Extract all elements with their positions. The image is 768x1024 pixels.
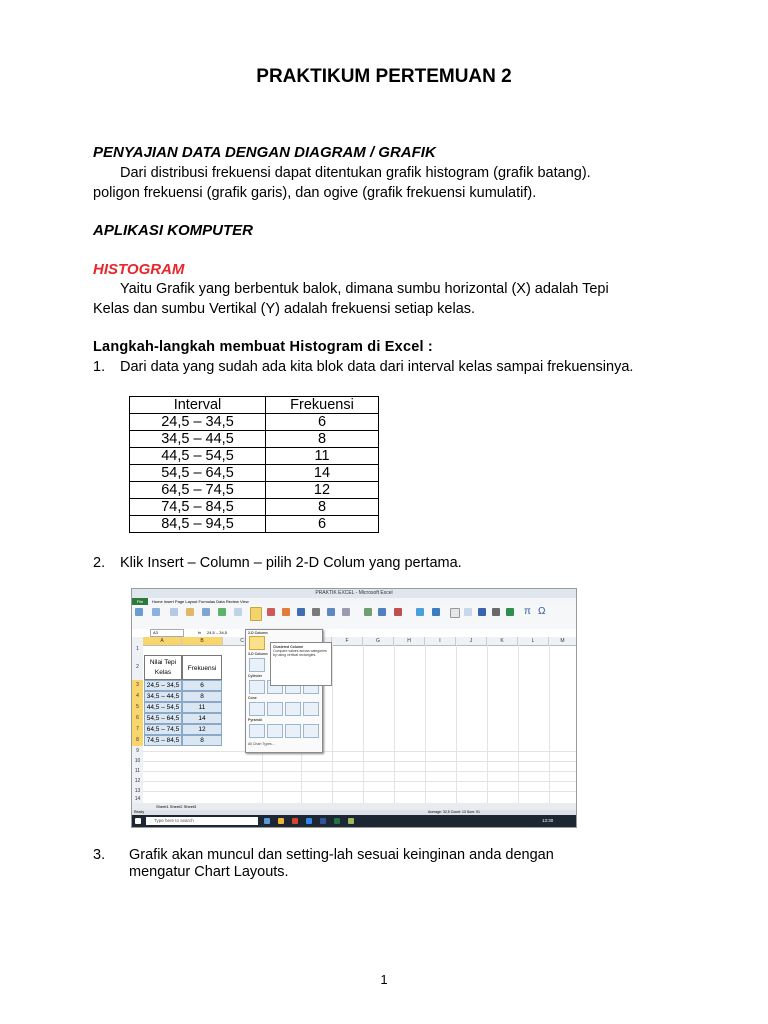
- clip-art-icon: [186, 608, 194, 616]
- taskbar-search-text: Type here to search: [154, 818, 194, 823]
- column-header[interactable]: H: [394, 637, 425, 645]
- column-headers: [132, 637, 576, 646]
- wordart-icon: [478, 608, 486, 616]
- table-header-interval: Interval: [130, 397, 266, 414]
- equation-icon: π: [524, 606, 531, 617]
- object-icon: [506, 608, 514, 616]
- cone-icon[interactable]: [285, 702, 301, 716]
- taskbar-search[interactable]: [146, 817, 258, 825]
- win-loss-icon: [394, 608, 402, 616]
- section-heading-aplikasi: APLIKASI KOMPUTER: [93, 222, 254, 239]
- spreadsheet-cell[interactable]: 44,5 – 54,5: [144, 702, 182, 713]
- table-cell: 34,5 – 44,5: [130, 431, 266, 448]
- spreadsheet-cell[interactable]: 11: [182, 702, 222, 713]
- task-view-icon[interactable]: [264, 818, 270, 824]
- formula-input[interactable]: 24,5 – 34,5: [207, 630, 228, 635]
- sparkline-line-icon: [364, 608, 372, 616]
- column-header[interactable]: J: [456, 637, 487, 645]
- tooltip-title: Clustered Column: [273, 645, 304, 649]
- row-header[interactable]: 7: [132, 724, 143, 736]
- ribbon-tab-labels: Home Insert Page Layout Formulas Data Review View: [152, 599, 249, 604]
- table-cell: 44,5 – 54,5: [130, 448, 266, 465]
- grid-line: [487, 645, 488, 803]
- spreadsheet-cell[interactable]: 8: [182, 735, 222, 746]
- symbol-icon: Ω: [538, 606, 546, 617]
- paragraph-line: Dari distribusi frekuensi dapat ditentukan grafik histogram (grafik batang).: [120, 165, 591, 181]
- signature-line-icon: [492, 608, 500, 616]
- row-header[interactable]: 11: [132, 766, 143, 777]
- table-cell: 11: [266, 448, 379, 465]
- table-cell: 54,5 – 64,5: [130, 465, 266, 482]
- grid-line: [518, 645, 519, 803]
- column-header[interactable]: M: [549, 637, 577, 645]
- table-row: [130, 499, 379, 516]
- excel-ribbon-tabs: [132, 598, 576, 605]
- row-header[interactable]: 3: [132, 680, 143, 692]
- step-text: Dari data yang sudah ada kita blok data dari interval kelas sampai frekuensinya.: [120, 359, 634, 375]
- paragraph-line: Yaitu Grafik yang berbentuk balok, dimana sumbu horizontal (X) adalah Tepi: [120, 281, 609, 297]
- cone-icon[interactable]: [303, 702, 319, 716]
- row-header[interactable]: 8: [132, 735, 143, 747]
- table-cell: 12: [266, 482, 379, 499]
- table-cell: 8: [266, 499, 379, 516]
- table-row: [130, 431, 379, 448]
- table-cell: 74,5 – 84,5: [130, 499, 266, 516]
- dropdown-section-label: 3-D Column: [248, 652, 268, 656]
- table-cell: 6: [266, 516, 379, 533]
- excel-file-tab: File: [132, 598, 148, 605]
- dropdown-section-label: Pyramid: [248, 718, 262, 722]
- pyramid-icon[interactable]: [285, 724, 301, 738]
- column-header[interactable]: B: [182, 637, 223, 645]
- cone-icon[interactable]: [249, 702, 265, 716]
- area-chart-icon: [312, 608, 320, 616]
- column-header[interactable]: A: [143, 637, 182, 645]
- table-header-row: [130, 397, 379, 414]
- edge-icon[interactable]: [306, 818, 312, 824]
- row-header[interactable]: 9: [132, 746, 143, 757]
- sparkline-column-icon: [378, 608, 386, 616]
- row-header[interactable]: 10: [132, 756, 143, 767]
- excel-icon[interactable]: [334, 818, 340, 824]
- picture-icon: [170, 608, 178, 616]
- grid-line: [456, 645, 457, 803]
- column-header[interactable]: F: [332, 637, 363, 645]
- grid-line: [549, 645, 550, 803]
- screenshot-icon: [234, 608, 242, 616]
- smartart-icon: [218, 608, 226, 616]
- table-row: [130, 414, 379, 431]
- text-box-icon: [450, 608, 460, 618]
- grid-line: [143, 771, 576, 772]
- excel-ribbon: [132, 605, 576, 630]
- cone-icon[interactable]: [267, 702, 283, 716]
- cylinder-icon[interactable]: [249, 680, 265, 694]
- excel-window-title: PRAKTIK EXCEL - Microsoft Excel: [132, 589, 576, 598]
- spreadsheet-cell[interactable]: 12: [182, 724, 222, 735]
- table-cell: 84,5 – 94,5: [130, 516, 266, 533]
- step-text: Grafik akan muncul dan setting-lah sesuai keinginan anda dengan: [129, 847, 554, 863]
- bar-chart-icon: [297, 608, 305, 616]
- grid-line: [143, 781, 576, 782]
- step-number: 2.: [93, 555, 106, 571]
- shapes-icon: [202, 608, 210, 616]
- table-header-frekuensi: Frekuensi: [266, 397, 379, 414]
- column-header[interactable]: C: [223, 637, 262, 645]
- section-heading-histogram: HISTOGRAM: [93, 261, 185, 278]
- column-header[interactable]: I: [425, 637, 456, 645]
- section-heading-penyajian: PENYAJIAN DATA DENGAN DIAGRAM / GRAFIK: [93, 144, 436, 161]
- all-chart-types-link[interactable]: All Chart Types...: [248, 742, 275, 746]
- app-icon[interactable]: [348, 818, 354, 824]
- row-header[interactable]: 4: [132, 691, 143, 703]
- spreadsheet-cell[interactable]: 64,5 – 74,5: [144, 724, 182, 735]
- spreadsheet-cell[interactable]: 34,5 – 44,5: [144, 691, 182, 702]
- table-cell: 6: [266, 414, 379, 431]
- file-explorer-icon[interactable]: [278, 818, 284, 824]
- row-header[interactable]: 2: [132, 654, 143, 681]
- chrome-icon[interactable]: [292, 818, 298, 824]
- table-cell: 8: [266, 431, 379, 448]
- word-icon[interactable]: [320, 818, 326, 824]
- table-row: [130, 516, 379, 533]
- pyramid-icon[interactable]: [267, 724, 283, 738]
- row-header[interactable]: 6: [132, 713, 143, 725]
- table-cell: 64,5 – 74,5: [130, 482, 266, 499]
- step-number: 3.: [93, 847, 106, 863]
- slicer-icon: [416, 608, 424, 616]
- tooltip-text: Compare values across categories by using vertical rectangles.: [273, 649, 327, 657]
- column-header[interactable]: L: [518, 637, 549, 645]
- table-row: [130, 482, 379, 499]
- grid-line: [332, 645, 333, 803]
- spreadsheet-cell[interactable]: 8: [182, 691, 222, 702]
- grid-line: [143, 791, 576, 792]
- dropdown-section-label: Cylinder: [248, 674, 263, 678]
- row-header[interactable]: 12: [132, 776, 143, 787]
- windows-taskbar: [132, 815, 576, 827]
- pivot-table-icon: [135, 608, 143, 616]
- grid-line: [143, 761, 576, 762]
- row-header[interactable]: 13: [132, 786, 143, 797]
- spreadsheet-header-cell[interactable]: Nilai Tepi Kelas: [144, 655, 182, 680]
- column-header[interactable]: K: [487, 637, 518, 645]
- status-stats: Average: 32,5 Count: 13 Sum: 91: [428, 810, 480, 814]
- step-number: 1.: [93, 359, 106, 375]
- line-chart-icon: [267, 608, 275, 616]
- spreadsheet-header-cell[interactable]: Frekuensi: [182, 655, 222, 680]
- spreadsheet-cell[interactable]: 14: [182, 713, 222, 724]
- clustered-column-icon[interactable]: [249, 636, 265, 650]
- page-title: PRAKTIKUM PERTEMUAN 2: [256, 66, 512, 87]
- spreadsheet-cell[interactable]: 74,5 – 84,5: [144, 735, 182, 746]
- row-header[interactable]: 14: [132, 796, 143, 804]
- sheet-tabs: [132, 803, 576, 810]
- windows-start-icon[interactable]: [135, 818, 141, 824]
- grid-line: [363, 645, 364, 803]
- table-row: [130, 465, 379, 482]
- table-row: [130, 448, 379, 465]
- sheet-tab-labels[interactable]: Sheet1 Sheet2 Sheet3: [156, 804, 197, 809]
- grid-line: [143, 751, 576, 752]
- status-ready: Ready: [134, 810, 145, 814]
- hyperlink-icon: [432, 608, 440, 616]
- spreadsheet-cell[interactable]: 6: [182, 680, 222, 691]
- column-header[interactable]: G: [363, 637, 394, 645]
- taskbar-clock: 13:30: [542, 818, 554, 823]
- step-text: Klik Insert – Column – pilih 2-D Colum yang pertama.: [120, 555, 462, 571]
- pie-chart-icon: [282, 608, 290, 616]
- spreadsheet-cell[interactable]: 54,5 – 64,5: [144, 713, 182, 724]
- dropdown-section-label: Cone: [248, 696, 257, 700]
- table-icon: [152, 608, 160, 616]
- scatter-chart-icon: [327, 608, 335, 616]
- paragraph-line: poligon frekuensi (grafik garis), dan ogive (grafik frekuensi kumulatif).: [93, 185, 537, 201]
- header-footer-icon: [464, 608, 472, 616]
- page-number: 1: [380, 972, 388, 987]
- other-charts-icon: [342, 608, 350, 616]
- table-cell: 24,5 – 34,5: [130, 414, 266, 431]
- row-header[interactable]: 5: [132, 702, 143, 714]
- grid-line: [394, 645, 395, 803]
- column-chart-icon: [250, 607, 262, 621]
- pyramid-icon[interactable]: [249, 724, 265, 738]
- frequency-table: [129, 396, 379, 533]
- name-box[interactable]: A3: [150, 629, 184, 637]
- fx-icon: fx: [198, 630, 202, 635]
- pyramid-icon[interactable]: [303, 724, 319, 738]
- paragraph-line: Kelas dan sumbu Vertikal (Y) adalah frekuensi setiap kelas.: [93, 301, 476, 317]
- dropdown-section-label: 2-D Column: [248, 631, 268, 635]
- 3d-column-icon[interactable]: [249, 658, 265, 672]
- chart-tooltip: [270, 642, 332, 686]
- excel-screenshot: [131, 588, 577, 828]
- row-header[interactable]: 1: [132, 645, 143, 655]
- spreadsheet-cell[interactable]: 24,5 – 34,5: [144, 680, 182, 691]
- grid-line: [425, 645, 426, 803]
- step-text: mengatur Chart Layouts.: [129, 864, 289, 880]
- steps-heading: Langkah-langkah membuat Histogram di Excel :: [93, 339, 433, 355]
- table-cell: 14: [266, 465, 379, 482]
